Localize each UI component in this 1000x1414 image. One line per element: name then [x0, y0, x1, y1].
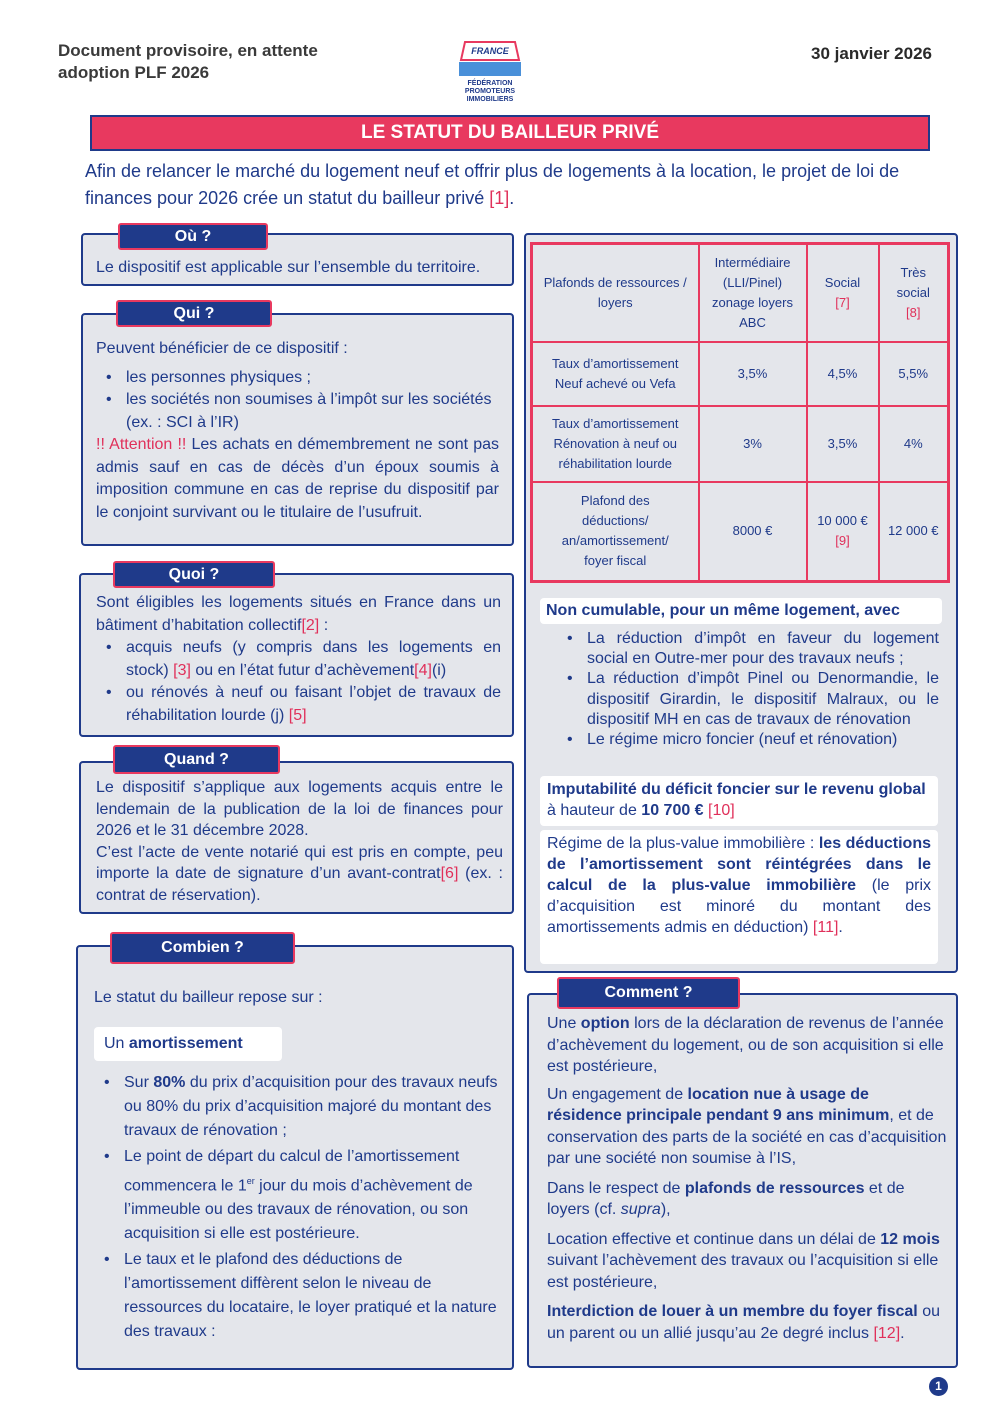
list-item: • les sociétés non soumises à l’impôt sur les sociétés (ex. : SCI à l’IR) [96, 389, 499, 434]
footnote-ref[interactable]: [4] [414, 661, 432, 679]
qui-attention [96, 434, 499, 524]
table-header-social [807, 244, 879, 342]
list-item [94, 1145, 498, 1246]
table-cell: 3,5% [807, 406, 879, 482]
logo-line-3: IMMOBILIERS [466, 96, 514, 103]
plusvalue-end: . [838, 919, 843, 936]
table-cell: Taux d’amortissement Rénovation à neuf ou réhabilitation lourde [532, 406, 699, 482]
amortissement-card [94, 1027, 282, 1061]
logo-line-1: FÉDÉRATION [467, 80, 513, 87]
table-row [532, 244, 949, 342]
footnote-ref[interactable]: [9] [835, 533, 850, 549]
p4-bold: 12 mois [880, 1230, 940, 1248]
qui-heading: Qui ? [116, 300, 272, 327]
table-row [532, 482, 949, 582]
table-header-intermediaire: Intermédiaire (LLI/Pinel) zonage loyers ABC [699, 244, 807, 342]
logo-text [455, 80, 525, 104]
ou-heading: Où ? [118, 223, 268, 250]
list-item: • Le régime micro foncier (neuf et rénovation) [557, 730, 939, 750]
attention-text: Les achats en démembrement ne sont pas admis sauf en cas de décès d’un époux soumis à imposition commune en cas de reprise du dispositif par le conjoint survivant ou le titulaire de l’usufruit. [96, 436, 500, 521]
deficit-card [540, 776, 938, 826]
social-label: Social [824, 274, 861, 290]
quoi-item2-a: ou rénovés à neuf ou faisant l’objet de travaux de réhabilitation lourde (j) [126, 684, 501, 724]
r3-c2-value: 10 000 € [817, 513, 868, 529]
fpi-logo [455, 36, 525, 106]
intro-paragraph [85, 158, 945, 212]
p3-bold: plafonds de ressources [684, 1179, 865, 1197]
table-cell: 4% [879, 406, 949, 482]
p3-a: Dans le respect de [547, 1179, 685, 1197]
plusvalue-bold: les déductions de l’amortissement sont réintégrées dans le calcul de la plus-value immobilière [547, 835, 931, 894]
amortization-table [530, 242, 950, 583]
p4-a: Location effective et continue dans un délai de [547, 1230, 881, 1248]
qui-content [96, 338, 499, 524]
b1-bold: 80% [153, 1074, 186, 1091]
b1-a: Sur [124, 1074, 154, 1091]
quoi-lead-end: : [319, 616, 329, 634]
comment-p1 [547, 1013, 947, 1078]
combien-list [94, 1071, 498, 1344]
p3-c: ), [660, 1201, 671, 1218]
table-cell: 4,5% [807, 342, 879, 406]
comment-p2 [547, 1084, 947, 1170]
table-cell: 3% [699, 406, 807, 482]
list-item [96, 682, 501, 727]
p5-bold: Interdiction de louer à un membre du foyer fiscal [547, 1303, 918, 1320]
deficit-amount: 10 700 € [641, 802, 704, 819]
qui-list [96, 367, 499, 435]
quoi-item1-b: ou en l’état futur d’achèvement [190, 661, 415, 679]
p1-a: Une [547, 1015, 581, 1032]
p2-a: Un engagement de [547, 1085, 688, 1103]
tres-social-label: Très social [896, 264, 930, 300]
p2-bold: location nue à usage de résidence principale pendant 9 ans minimum [547, 1085, 890, 1124]
plusvalue-a: Régime de la plus-value immobilière : [547, 835, 819, 852]
table-cell: 3,5% [699, 342, 807, 406]
table-cell: 12 000 € [879, 482, 949, 582]
p4-b: suivant l’achèvement des travaux ou l’acquisition si elle est postérieure, [547, 1252, 939, 1291]
quand-heading: Quand ? [113, 745, 280, 774]
list-item: • La réduction d’impôt en faveur du logement social en Outre-mer pour des travaux neufs ; [557, 629, 939, 669]
section-quoi [79, 573, 514, 737]
page-number: 1 [929, 1377, 948, 1396]
p5-end: . [900, 1324, 905, 1342]
section-combien [76, 945, 514, 1370]
p3-italic: supra [620, 1201, 661, 1218]
attention-label: !! Attention !! [96, 436, 187, 453]
combien-heading: Combien ? [110, 932, 295, 964]
b2-sup: er [246, 1176, 255, 1186]
quoi-list [96, 637, 501, 727]
table-row [532, 406, 949, 482]
quoi-item1-a: acquis neufs (y compris dans les logements en stock) [126, 639, 501, 679]
quand-p2 [96, 842, 503, 907]
card-bold: amortissement [128, 1035, 243, 1052]
logo-band [459, 62, 521, 76]
footnote-ref[interactable]: [11] [812, 919, 839, 936]
table-cell [807, 482, 879, 582]
table-header-label: Plafonds de ressources / loyers [532, 244, 699, 342]
comment-p4 [547, 1229, 947, 1294]
quoi-lead [96, 592, 501, 637]
cumul-heading: Non cumulable, pour un même logement, avec [540, 598, 942, 624]
footnote-ref[interactable]: [6] [440, 865, 459, 882]
list-item: • La réduction d’impôt Pinel ou Denormandie, le dispositif Girardin, le dispositif Malraux, ou le dispositif MH en cas de travaux de rénovation [557, 669, 939, 730]
comment-content [547, 1013, 947, 1344]
card-text: Un [104, 1035, 129, 1052]
list-item [96, 637, 501, 682]
b1-b: du prix d’acquisition pour des travaux neufs ou 80% du prix d’acquisition majoré du montant des travaux de rénovation ; [124, 1074, 498, 1139]
footnote-ref[interactable]: [3] [173, 661, 191, 679]
quand-content [96, 777, 503, 906]
logo-line-2: PROMOTEURS [464, 88, 516, 95]
list-item: • Le taux et le plafond des déductions de l’amortissement diffèrent selon le niveau de ressources du locataire, le loyer pratiqué et la nature des travaux : [94, 1248, 498, 1344]
p1-bold: option [580, 1015, 630, 1032]
section-quand [79, 761, 514, 914]
comment-heading: Comment ? [557, 977, 740, 1009]
cumul-list [557, 629, 939, 750]
quoi-item1-c: (i) [431, 661, 447, 679]
footnote-ref[interactable]: [5] [288, 706, 307, 724]
combien-lead: Le statut du bailleur repose sur : [94, 989, 323, 1006]
comment-p3 [547, 1178, 947, 1221]
deficit-bold: Imputabilité du déficit foncier sur le revenu global [547, 781, 926, 798]
table-cell: 8000 € [699, 482, 807, 582]
list-item [94, 1071, 498, 1143]
comment-p5 [547, 1301, 947, 1344]
footnote-ref[interactable]: [10] [703, 802, 735, 819]
intro-end: . [509, 188, 515, 208]
section-comment [527, 993, 958, 1368]
document-status [58, 40, 388, 84]
table-cell: Plafond des déductions/ an/amortissement/ foyer fiscal [532, 482, 699, 582]
quoi-content [96, 592, 501, 727]
intro-text: Afin de relancer le marché du logement neuf et offrir plus de logements à la location, le projet de loi de finances pour 2026 crée un statut du bailleur privé [85, 161, 900, 208]
document-date: 30 janvier 2026 [811, 44, 932, 63]
table-cell: 5,5% [879, 342, 949, 406]
p5-b: ou un parent ou un allié jusqu’au 2e degré inclus [547, 1303, 940, 1342]
b2-a: Le point de départ du calcul de l’amortissement commencera le 1 [124, 1148, 460, 1195]
plusvalue-b: (le prix d’acquisition est minoré du montant des amortissements admis en déduction) [547, 877, 931, 936]
quoi-lead-text: Sont éligibles les logements situés en France dans un bâtiment d’habitation collectif [96, 594, 501, 634]
ou-text: Le dispositif est applicable sur l’ensemble du territoire. [96, 259, 481, 276]
footnote-ref[interactable]: [12] [873, 1324, 901, 1342]
p3-b: et de loyers (cf. [547, 1179, 905, 1218]
logo-brand: FRANCE [471, 46, 509, 56]
footnote-ref[interactable]: [1] [489, 188, 510, 208]
table-header-tres-social [879, 244, 949, 342]
p1-b: lors de la déclaration de revenus de l’année d’achèvement du logement, ou de son acquisition si elle est postérieure, [547, 1015, 944, 1075]
quoi-heading: Quoi ? [113, 561, 275, 588]
footnote-ref[interactable]: [8] [906, 304, 921, 320]
quand-p1: Le dispositif s’applique aux logements acquis entre le lendemain de la publication de la loi de finances pour 2026 et le 31 décembre 2028. [96, 779, 503, 839]
status-line-2: adoption PLF 2026 [58, 63, 210, 82]
quand-p2-b: (ex. : contrat de réservation). [96, 865, 503, 904]
page-title: LE STATUT DU BAILLEUR PRIVÉ [90, 115, 930, 151]
quand-p2-a: C’est l’acte de vente notarié qui est pris en compte, peu importe la date de signature d’un avant-contrat [96, 843, 503, 882]
b2-b: jour du mois d’achèvement de l’immeuble ou des travaux de rénovation, ou son acquisition si elle est postérieure. [124, 1177, 473, 1243]
status-line-1: Document provisoire, en attente [58, 41, 318, 60]
footnote-ref[interactable]: [7] [835, 294, 850, 310]
footnote-ref[interactable]: [2] [301, 616, 320, 634]
list-item: • les personnes physiques ; [96, 367, 499, 390]
deficit-text: à hauteur de [547, 802, 642, 819]
table-row [532, 342, 949, 406]
section-qui [81, 313, 514, 546]
p2-b: , et de conservation des parts de la société en cas d’acquisition par une société non soumise à l’IS, [547, 1107, 947, 1167]
qui-lead: Peuvent bénéficier de ce dispositif : [96, 340, 348, 357]
table-cell: Taux d’amortissement Neuf achevé ou Vefa [532, 342, 699, 406]
plusvalue-card [540, 830, 938, 964]
